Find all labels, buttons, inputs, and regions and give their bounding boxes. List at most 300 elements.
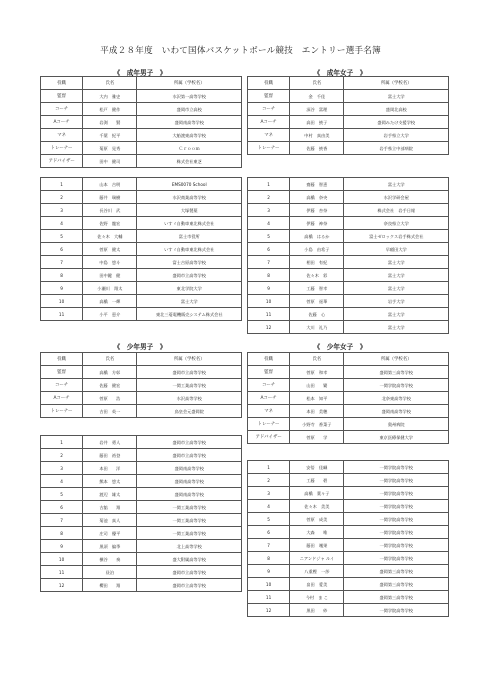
player-row: [248, 178, 449, 191]
affiliation-cell: 盛岡南高等学校: [137, 475, 242, 488]
affiliation-cell: 一関学院高等学校: [344, 604, 449, 617]
role-cell: Aコーチ: [41, 392, 83, 405]
page-title: 平成２８年度 いわて国体バスケットボール競技 エントリー選手名簿: [100, 46, 381, 56]
player-row: [248, 230, 449, 243]
number-cell: 2: [248, 191, 290, 204]
table-header-row: [41, 77, 242, 90]
role-cell: アドバイザー: [248, 431, 290, 444]
player-row: [41, 501, 242, 514]
column-header: 所属（学校名）: [344, 77, 449, 90]
player-row: [248, 591, 449, 604]
affiliation-cell: 富士大学: [344, 321, 449, 334]
role-cell: マネ: [41, 129, 83, 142]
player-row: [248, 526, 449, 539]
name-cell: 高橋 奈央: [290, 191, 344, 204]
table-header-row: [41, 353, 242, 366]
player-row: [41, 217, 242, 230]
name-cell: 藤田 裕登: [83, 449, 137, 462]
name-cell: 黒田 紗: [290, 604, 344, 617]
staff-row: [248, 116, 449, 129]
affiliation-cell: 一関学院高等学校: [344, 500, 449, 513]
staff-row: [248, 431, 449, 444]
player-row: [41, 527, 242, 540]
number-cell: 6: [248, 243, 290, 256]
number-cell: 5: [248, 513, 290, 526]
affiliation-cell: 富士大学: [344, 256, 449, 269]
role-cell: コーチ: [248, 103, 290, 116]
number-cell: 7: [41, 256, 83, 269]
number-cell: 12: [41, 579, 83, 592]
name-cell: 松戸 健作: [83, 103, 137, 116]
name-cell: 菅原 和幸: [290, 366, 344, 379]
role-cell: マネ: [248, 129, 290, 142]
name-cell: 小野寺 香菜子: [290, 418, 344, 431]
player-row: [248, 282, 449, 295]
player-row: [248, 269, 449, 282]
table-header-row: [248, 353, 449, 366]
player-row: [41, 178, 242, 191]
name-cell: 本田 洋: [83, 462, 137, 475]
name-cell: 工藤 碧: [290, 474, 344, 487]
column-header: 役職: [248, 77, 290, 90]
number-cell: 8: [248, 552, 290, 565]
number-cell: 6: [41, 243, 83, 256]
number-cell: 8: [41, 527, 83, 540]
affiliation-cell: 大船渡東高等学校: [137, 129, 242, 142]
affiliation-cell: 水沢学研会屋: [344, 191, 449, 204]
number-cell: 4: [248, 217, 290, 230]
staff-row: [41, 366, 242, 379]
affiliation-cell: 盛岡北高校: [344, 103, 449, 116]
number-cell: 11: [248, 591, 290, 604]
number-cell: 5: [248, 230, 290, 243]
youth-men-players-table: [40, 435, 242, 592]
affiliation-cell: 奥州病院: [344, 418, 449, 431]
column-header: 所属（学校名）: [137, 353, 242, 366]
youth-men-staff-table: [40, 352, 242, 418]
affiliation-cell: EMS0070 School: [137, 178, 242, 191]
number-cell: 5: [41, 230, 83, 243]
adult-men-players-table: [40, 177, 242, 321]
name-cell: 大森 唯: [290, 526, 344, 539]
name-cell: 工藤 智幸: [290, 282, 344, 295]
number-cell: 2: [248, 474, 290, 487]
affiliation-cell: 富士大学: [137, 295, 242, 308]
affiliation-cell: 一関学院高等学校: [344, 379, 449, 392]
affiliation-cell: 東北三菱電機販売システム株式会社: [137, 308, 242, 321]
affiliation-cell: 富士市役所: [137, 230, 242, 243]
role-cell: 監督: [248, 366, 290, 379]
affiliation-cell: 株式会社東芝: [137, 155, 242, 168]
name-cell: 横谷 奏: [83, 553, 137, 566]
staff-row: [41, 405, 242, 418]
player-row: [248, 604, 449, 617]
role-cell: Aコーチ: [248, 116, 290, 129]
staff-row: [248, 90, 449, 103]
section-title-adult-men: 《 成年男子 》: [113, 69, 167, 77]
name-cell: 佐々木 美美: [290, 500, 344, 513]
name-cell: 小瀬川 翔太: [83, 282, 137, 295]
player-row: [41, 230, 242, 243]
staff-row: [41, 392, 242, 405]
name-cell: 今村 ま こ: [290, 591, 344, 604]
number-cell: 12: [248, 604, 290, 617]
number-cell: 1: [41, 436, 83, 449]
number-cell: 10: [248, 578, 290, 591]
number-cell: 9: [248, 282, 290, 295]
player-row: [41, 191, 242, 204]
number-cell: 9: [41, 540, 83, 553]
name-cell: 菅原 遥華: [290, 295, 344, 308]
name-cell: 山本 吉明: [83, 178, 137, 191]
player-row: [248, 295, 449, 308]
affiliation-cell: 盛岡市立高等学校: [137, 579, 242, 592]
number-cell: 11: [41, 566, 83, 579]
affiliation-cell: 岩手県立大学: [344, 129, 449, 142]
player-row: [248, 500, 449, 513]
affiliation-cell: 盛岡第三高等学校: [344, 366, 449, 379]
column-header: 役職: [248, 353, 290, 366]
role-cell: 監督: [248, 90, 290, 103]
affiliation-cell: 盛岡市立高等学校: [137, 436, 242, 449]
player-row: [41, 488, 242, 501]
player-row: [248, 461, 449, 474]
name-cell: 高橋 はるか: [290, 230, 344, 243]
name-cell: 庄司 優平: [83, 527, 137, 540]
number-cell: 8: [41, 269, 83, 282]
player-row: [41, 514, 242, 527]
number-cell: 3: [248, 204, 290, 217]
player-row: [248, 256, 449, 269]
player-row: [41, 243, 242, 256]
role-cell: コーチ: [41, 103, 83, 116]
staff-row: [248, 379, 449, 392]
affiliation-cell: 盛岡みたけ支援学校: [344, 116, 449, 129]
name-cell: 佐藤 綾香: [290, 142, 344, 155]
name-cell: 菊原 見秀: [83, 142, 137, 155]
column-header: 所属（学校名）: [344, 353, 449, 366]
column-header: 氏名: [83, 353, 137, 366]
affiliation-cell: 富士大学: [344, 178, 449, 191]
section-title-adult-women: 《 成年女子 》: [313, 69, 367, 77]
number-cell: 1: [41, 178, 83, 191]
number-cell: 4: [41, 217, 83, 230]
player-row: [248, 552, 449, 565]
name-cell: 佐藤 心: [290, 308, 344, 321]
adult-women-players-table: [247, 177, 449, 334]
name-cell: 佐々木 彩: [290, 269, 344, 282]
number-cell: 3: [248, 487, 290, 500]
affiliation-cell: 富士ゼロックス岩手株式会社: [344, 230, 449, 243]
staff-row: [248, 392, 449, 405]
number-cell: 8: [248, 269, 290, 282]
role-cell: トレーナー: [41, 405, 83, 418]
column-header: 氏名: [290, 353, 344, 366]
affiliation-cell: 盛岡第三高等学校: [344, 565, 449, 578]
staff-row: [41, 129, 242, 142]
youth-women-staff-table: [247, 352, 449, 444]
affiliation-cell: 大塚製薬: [137, 204, 242, 217]
player-row: [248, 191, 449, 204]
name-cell: 高橋 葉々子: [290, 487, 344, 500]
name-cell: 昼泊: [83, 566, 137, 579]
affiliation-cell: 盛岡市立高校: [137, 103, 242, 116]
number-cell: 1: [248, 461, 290, 474]
player-row: [41, 282, 242, 295]
name-cell: 深谷 富理: [290, 103, 344, 116]
affiliation-cell: 一関学院高等学校: [344, 513, 449, 526]
name-cell: 高田 綾子: [290, 116, 344, 129]
affiliation-cell: 北奈東高等学校: [344, 392, 449, 405]
player-row: [41, 540, 242, 553]
player-row: [248, 243, 449, 256]
number-cell: 4: [41, 475, 83, 488]
staff-row: [41, 103, 242, 116]
number-cell: 12: [248, 321, 290, 334]
name-cell: 相田 有紀: [290, 256, 344, 269]
player-row: [248, 204, 449, 217]
column-header: 氏名: [290, 77, 344, 90]
affiliation-cell: 盛岡市立高等学校: [137, 566, 242, 579]
affiliation-cell: 富士大学: [344, 282, 449, 295]
role-cell: Aコーチ: [41, 116, 83, 129]
player-row: [248, 321, 449, 334]
staff-row: [248, 418, 449, 431]
affiliation-cell: いすゞ自動車東北株式会社: [137, 217, 242, 230]
role-cell: トレーナー: [248, 418, 290, 431]
affiliation-cell: 株式会社 岩手日報: [344, 204, 449, 217]
staff-row: [41, 90, 242, 103]
number-cell: 10: [41, 295, 83, 308]
column-header: 役職: [41, 77, 83, 90]
name-cell: 古舘 翔: [83, 501, 137, 514]
affiliation-cell: 盛岡第三高等学校: [344, 578, 449, 591]
role-cell: トレーナー: [248, 142, 290, 155]
affiliation-cell: 盛岡南高等学校: [137, 462, 242, 475]
player-row: [41, 269, 242, 282]
number-cell: 10: [41, 553, 83, 566]
staff-row: [248, 103, 449, 116]
affiliation-cell: 一関工業高等学校: [137, 514, 242, 527]
affiliation-cell: 富士大学: [344, 90, 449, 103]
number-cell: 7: [248, 256, 290, 269]
affiliation-cell: 一関学院高等学校: [344, 552, 449, 565]
name-cell: 中村 真由美: [290, 129, 344, 142]
affiliation-cell: 一関学院高等学校: [344, 474, 449, 487]
name-cell: 小島 由希子: [290, 243, 344, 256]
adult-women-staff-table: [247, 76, 449, 155]
table-header-row: [248, 77, 449, 90]
affiliation-cell: 奈良県立大学: [344, 217, 449, 230]
name-cell: 大内 雅史: [83, 90, 137, 103]
number-cell: 11: [248, 308, 290, 321]
role-cell: コーチ: [248, 379, 290, 392]
staff-row: [41, 116, 242, 129]
affiliation-cell: 一関工業高等学校: [137, 527, 242, 540]
player-row: [41, 566, 242, 579]
name-cell: 岩井 勇人: [83, 436, 137, 449]
player-row: [248, 217, 449, 230]
number-cell: 2: [41, 449, 83, 462]
player-row: [41, 462, 242, 475]
column-header: 所属（学校名）: [137, 77, 242, 90]
staff-row: [248, 366, 449, 379]
name-cell: 金 千佳: [290, 90, 344, 103]
name-cell: 菅原 学: [290, 431, 344, 444]
player-row: [41, 475, 242, 488]
affiliation-cell: 盛大附属高等学校: [137, 553, 242, 566]
name-cell: 岩渕 賢: [83, 116, 137, 129]
number-cell: 10: [248, 295, 290, 308]
affiliation-cell: 水沢高等学校: [137, 392, 242, 405]
role-cell: トレーナー: [41, 142, 83, 155]
affiliation-cell: 早稲田大学: [344, 243, 449, 256]
name-cell: 長谷川 武: [83, 204, 137, 217]
affiliation-cell: 東北学院大学: [137, 282, 242, 295]
number-cell: 7: [41, 514, 83, 527]
player-row: [41, 579, 242, 592]
affiliation-cell: 一関学院高等学校: [344, 539, 449, 552]
affiliation-cell: 岩手大学: [344, 295, 449, 308]
affiliation-cell: 北上高等学校: [137, 540, 242, 553]
affiliation-cell: 盛岡南高等学校: [344, 405, 449, 418]
affiliation-cell: 東京医療保健大学: [344, 431, 449, 444]
player-row: [41, 308, 242, 321]
youth-women-players-table: [247, 460, 449, 617]
player-row: [248, 308, 449, 321]
staff-row: [248, 142, 449, 155]
player-row: [41, 436, 242, 449]
name-cell: 渡辺 雄太: [83, 488, 137, 501]
name-cell: 伊藤 杏奈: [290, 204, 344, 217]
name-cell: 齋藤 智恵: [290, 178, 344, 191]
player-row: [248, 487, 449, 500]
staff-row: [41, 155, 242, 168]
affiliation-cell: 一関工業高等学校: [137, 501, 242, 514]
column-header: 役職: [41, 353, 83, 366]
name-cell: 中島 悠斗: [83, 256, 137, 269]
staff-row: [41, 379, 242, 392]
player-row: [41, 204, 242, 217]
affiliation-cell: 盛岡市立高等学校: [137, 366, 242, 379]
name-cell: 櫻田 翔: [83, 579, 137, 592]
affiliation-cell: 盛岡市立高等学校: [137, 269, 242, 282]
number-cell: 2: [41, 191, 83, 204]
name-cell: 佐野 龍宏: [83, 217, 137, 230]
player-row: [41, 256, 242, 269]
name-cell: 高橋 一輝: [83, 295, 137, 308]
name-cell: 山田 繁: [290, 379, 344, 392]
staff-row: [248, 405, 449, 418]
affiliation-cell: 鳥皇会元盛岡院: [137, 405, 242, 418]
player-row: [248, 565, 449, 578]
column-header: 氏名: [83, 77, 137, 90]
section-title-youth-women: 《 少年女子 》: [313, 343, 367, 351]
name-cell: 松本 知平: [290, 392, 344, 405]
name-cell: 伊藤 神奈: [290, 217, 344, 230]
affiliation-cell: 一関学院高等学校: [344, 487, 449, 500]
affiliation-cell: 富士吉原高等学校: [137, 256, 242, 269]
affiliation-cell: 盛岡南高等学校: [137, 488, 242, 501]
name-cell: 田中 健司: [83, 155, 137, 168]
player-row: [248, 474, 449, 487]
name-cell: 安倍 佳織: [290, 461, 344, 474]
number-cell: 3: [41, 462, 83, 475]
role-cell: アドバイザー: [41, 155, 83, 168]
affiliation-cell: 盛岡市立高等学校: [137, 449, 242, 462]
affiliation-cell: 一関学院高等学校: [344, 526, 449, 539]
name-cell: 菅原 健太: [83, 243, 137, 256]
player-row: [41, 295, 242, 308]
affiliation-cell: いすゞ自動車東北株式会社: [137, 243, 242, 256]
affiliation-cell: 盛岡第三高等学校: [344, 591, 449, 604]
player-row: [248, 539, 449, 552]
role-cell: マネ: [248, 405, 290, 418]
name-cell: 藤井 瑞樹: [83, 191, 137, 204]
name-cell: 大川 礼乃: [290, 321, 344, 334]
affiliation-cell: 盛岡南高等学校: [137, 116, 242, 129]
adult-men-staff-table: [40, 76, 242, 168]
number-cell: 3: [41, 204, 83, 217]
number-cell: 4: [248, 500, 290, 513]
role-cell: 監督: [41, 366, 83, 379]
name-cell: 黒須 偏季: [83, 540, 137, 553]
affiliation-cell: 富士大学: [344, 308, 449, 321]
affiliation-cell: 富士大学: [344, 269, 449, 282]
number-cell: 6: [248, 526, 290, 539]
affiliation-cell: 一関学院高等学校: [344, 461, 449, 474]
number-cell: 7: [248, 539, 290, 552]
affiliation-cell: 岩手県立中部病院: [344, 142, 449, 155]
name-cell: 小平 恵介: [83, 308, 137, 321]
affiliation-cell: 水沢第一高等学校: [137, 90, 242, 103]
section-title-youth-men: 《 少年男子 》: [113, 343, 167, 351]
number-cell: 11: [41, 308, 83, 321]
number-cell: 6: [41, 501, 83, 514]
affiliation-cell: Ｃｒｏｏｍ: [137, 142, 242, 155]
name-cell: 菅原 浩: [83, 392, 137, 405]
name-cell: 八重樫 一莎: [290, 565, 344, 578]
affiliation-cell: 一関工業高等学校: [137, 379, 242, 392]
name-cell: 畠田 愛美: [290, 578, 344, 591]
staff-row: [41, 142, 242, 155]
name-cell: ニアンドジャ ルイ: [290, 552, 344, 565]
name-cell: 佐々木 大輔: [83, 230, 137, 243]
name-cell: 吉田 英一: [83, 405, 137, 418]
name-cell: 田中鍵 健: [83, 269, 137, 282]
name-cell: 菅原 成美: [290, 513, 344, 526]
name-cell: 藤田 颯果: [290, 539, 344, 552]
role-cell: コーチ: [41, 379, 83, 392]
affiliation-cell: 水沢商業高等学校: [137, 191, 242, 204]
number-cell: 9: [41, 282, 83, 295]
player-row: [248, 513, 449, 526]
name-cell: 千葉 紀平: [83, 129, 137, 142]
player-row: [41, 553, 242, 566]
player-row: [248, 578, 449, 591]
role-cell: 監督: [41, 90, 83, 103]
player-row: [41, 449, 242, 462]
number-cell: 9: [248, 565, 290, 578]
name-cell: 本田 美穂: [290, 405, 344, 418]
name-cell: 熊本 悠太: [83, 475, 137, 488]
name-cell: 高橋 方彰: [83, 366, 137, 379]
number-cell: 1: [248, 178, 290, 191]
name-cell: 佐藤 健宏: [83, 379, 137, 392]
name-cell: 菊池 真人: [83, 514, 137, 527]
role-cell: Aコーチ: [248, 392, 290, 405]
number-cell: 5: [41, 488, 83, 501]
